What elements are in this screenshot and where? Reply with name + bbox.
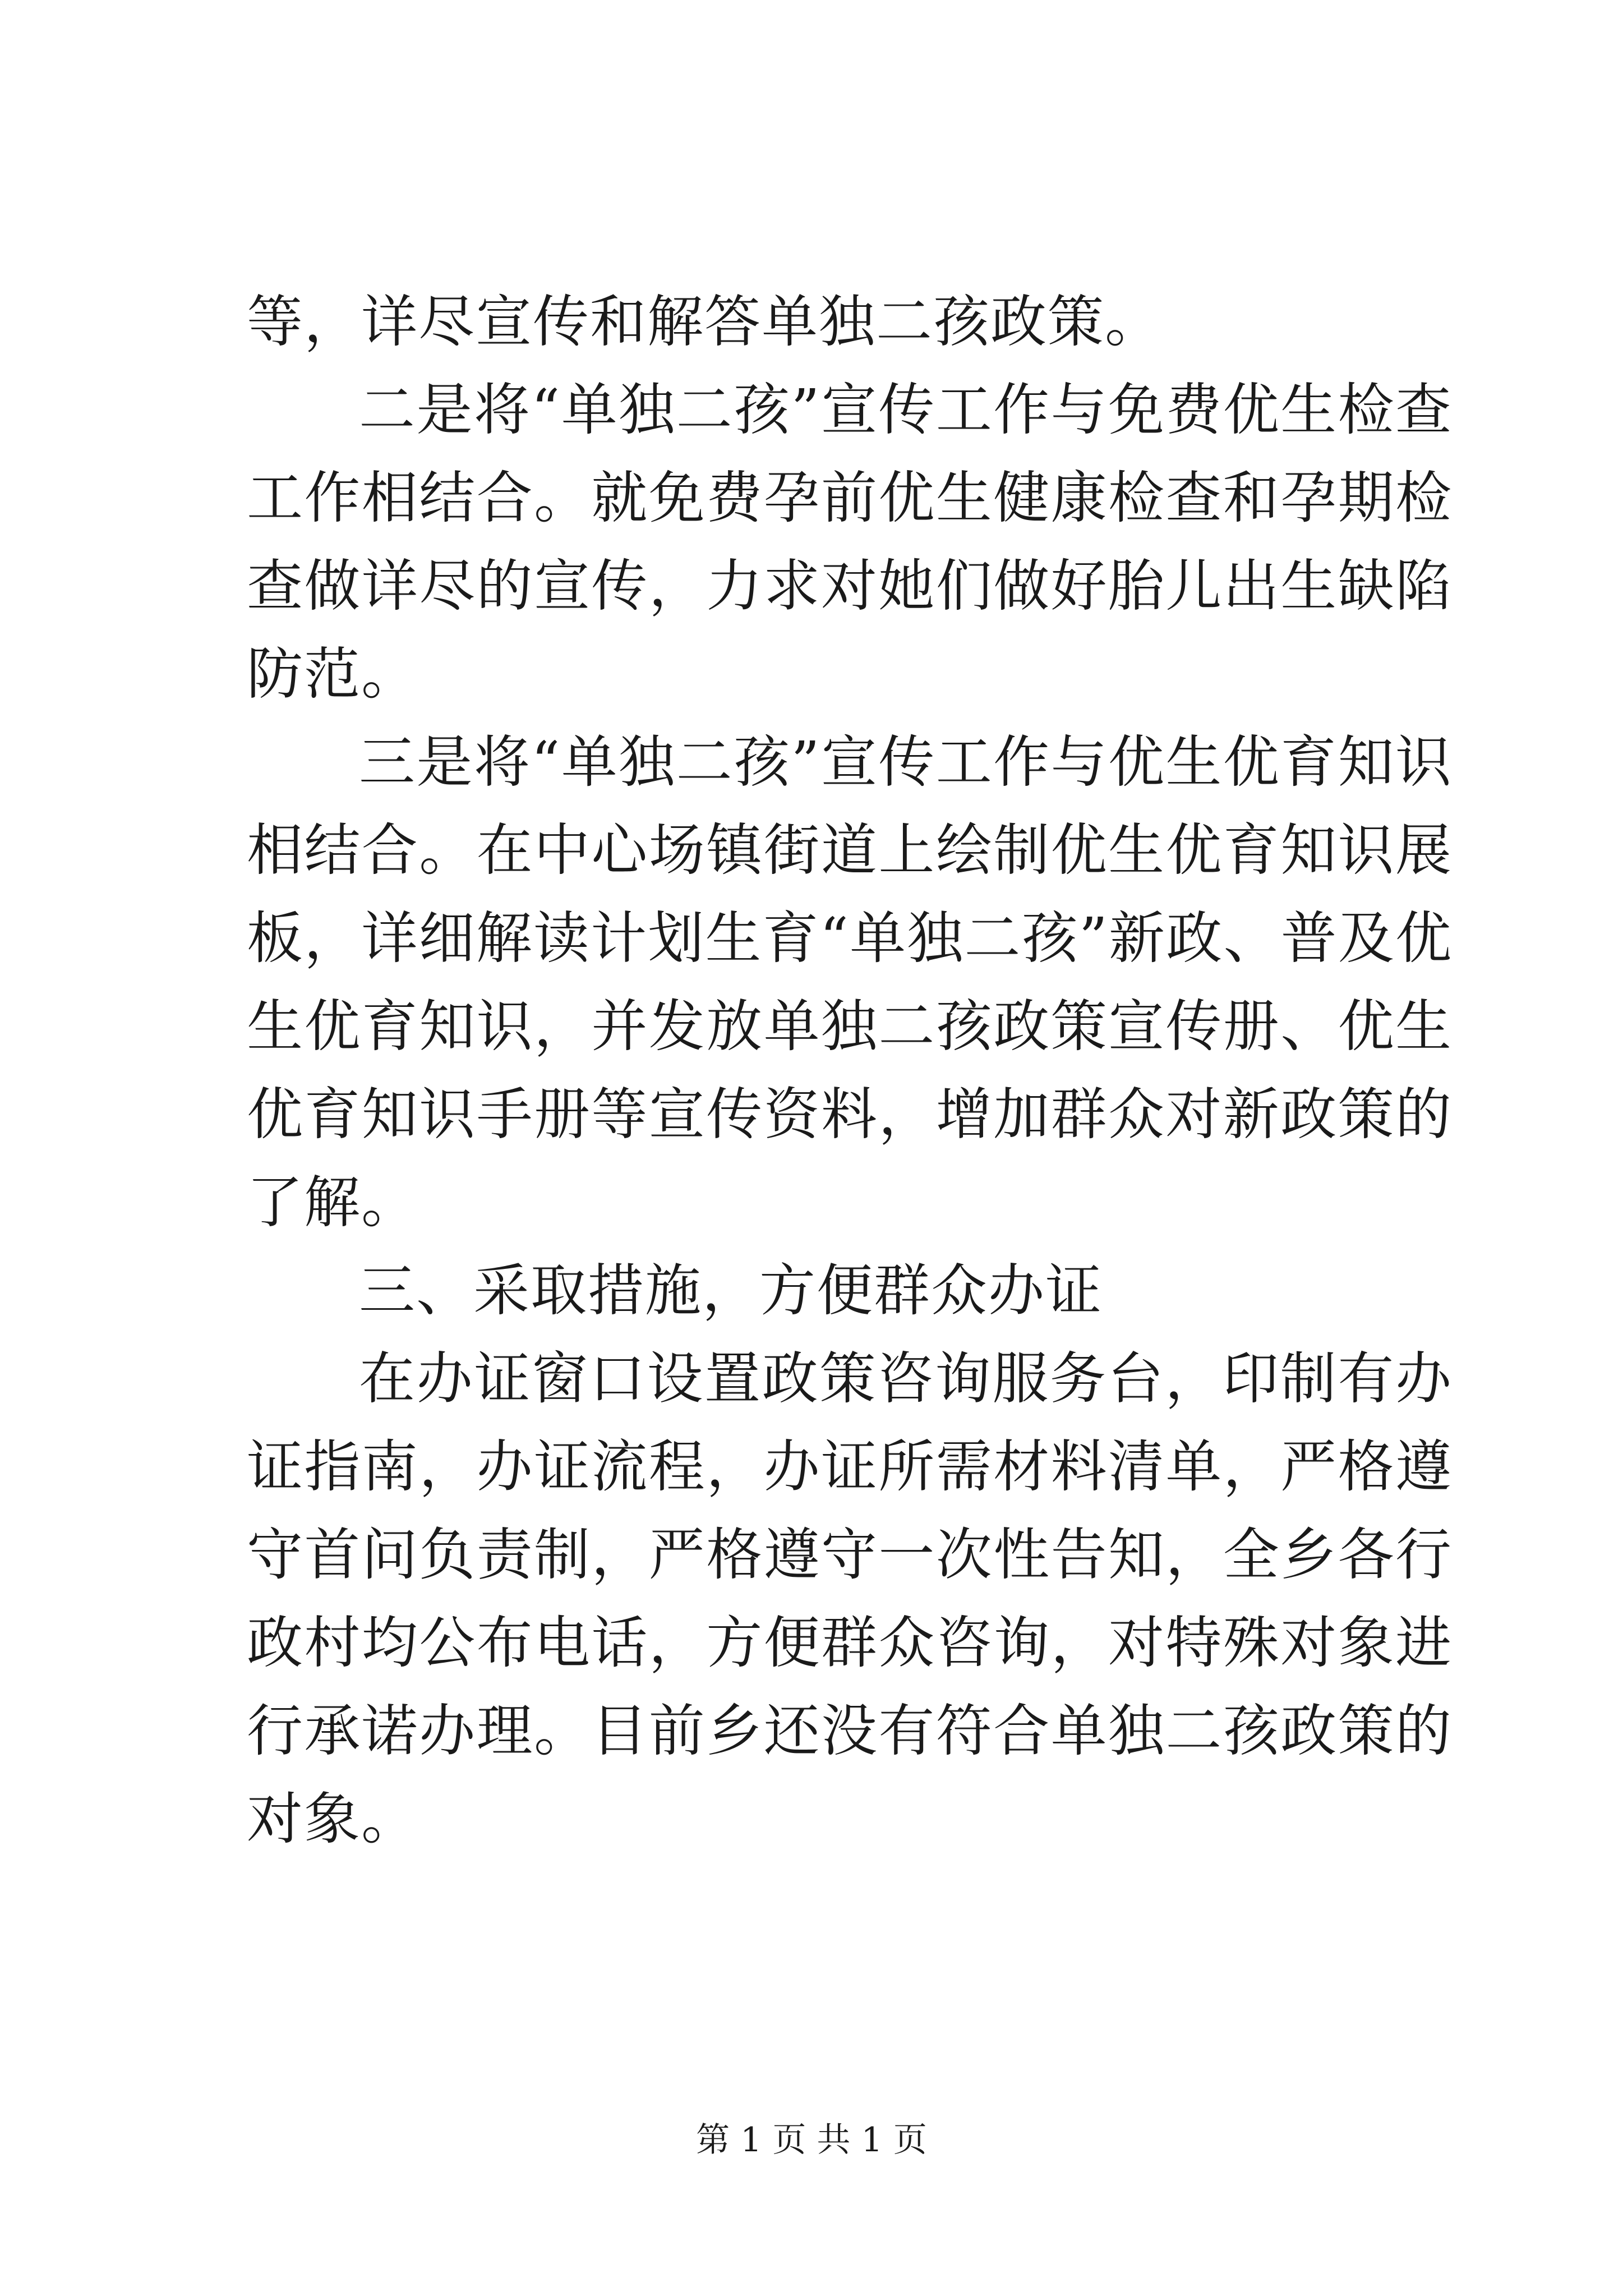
page-footer: 第 1 页 共 1 页	[696, 2120, 927, 2160]
document-body	[247, 278, 1453, 1863]
section-heading-measures: 三、采取措施，方便群众办证	[359, 1258, 1103, 1323]
paragraph-eugenics-knowledge: 三是将“单独二孩”宣传工作与优生优育知识相结合。在中心场镇街道上绘制优生优育知识展板，详细解读计划生育“单独二孩”新政、普及优生优育知识，并发放单独二孩政策宣传册、优生优育知识手册等宣传资料，增加群众对新政策的了解。	[247, 729, 1453, 1235]
paragraph-service-window: 在办证窗口设置政策咨询服务台，印制有办证指南，办证流程，办证所需材料清单，严格遵守首问负责制，严格遵守一次性告知，全乡各行政村均公布电话，方便群众咨询，对特殊对象进行承诺办理。目前乡还没有符合单独二孩政策的对象。	[247, 1346, 1453, 1852]
paragraph-continuation: 等，详尽宣传和解答单独二孩政策。	[247, 289, 1162, 355]
paragraph-free-checkup: 二是将“单独二孩”宣传工作与免费优生检查工作相结合。就免费孕前优生健康检查和孕期检查做详尽的宣传，力求对她们做好胎儿出生缺陷防范。	[247, 377, 1453, 707]
